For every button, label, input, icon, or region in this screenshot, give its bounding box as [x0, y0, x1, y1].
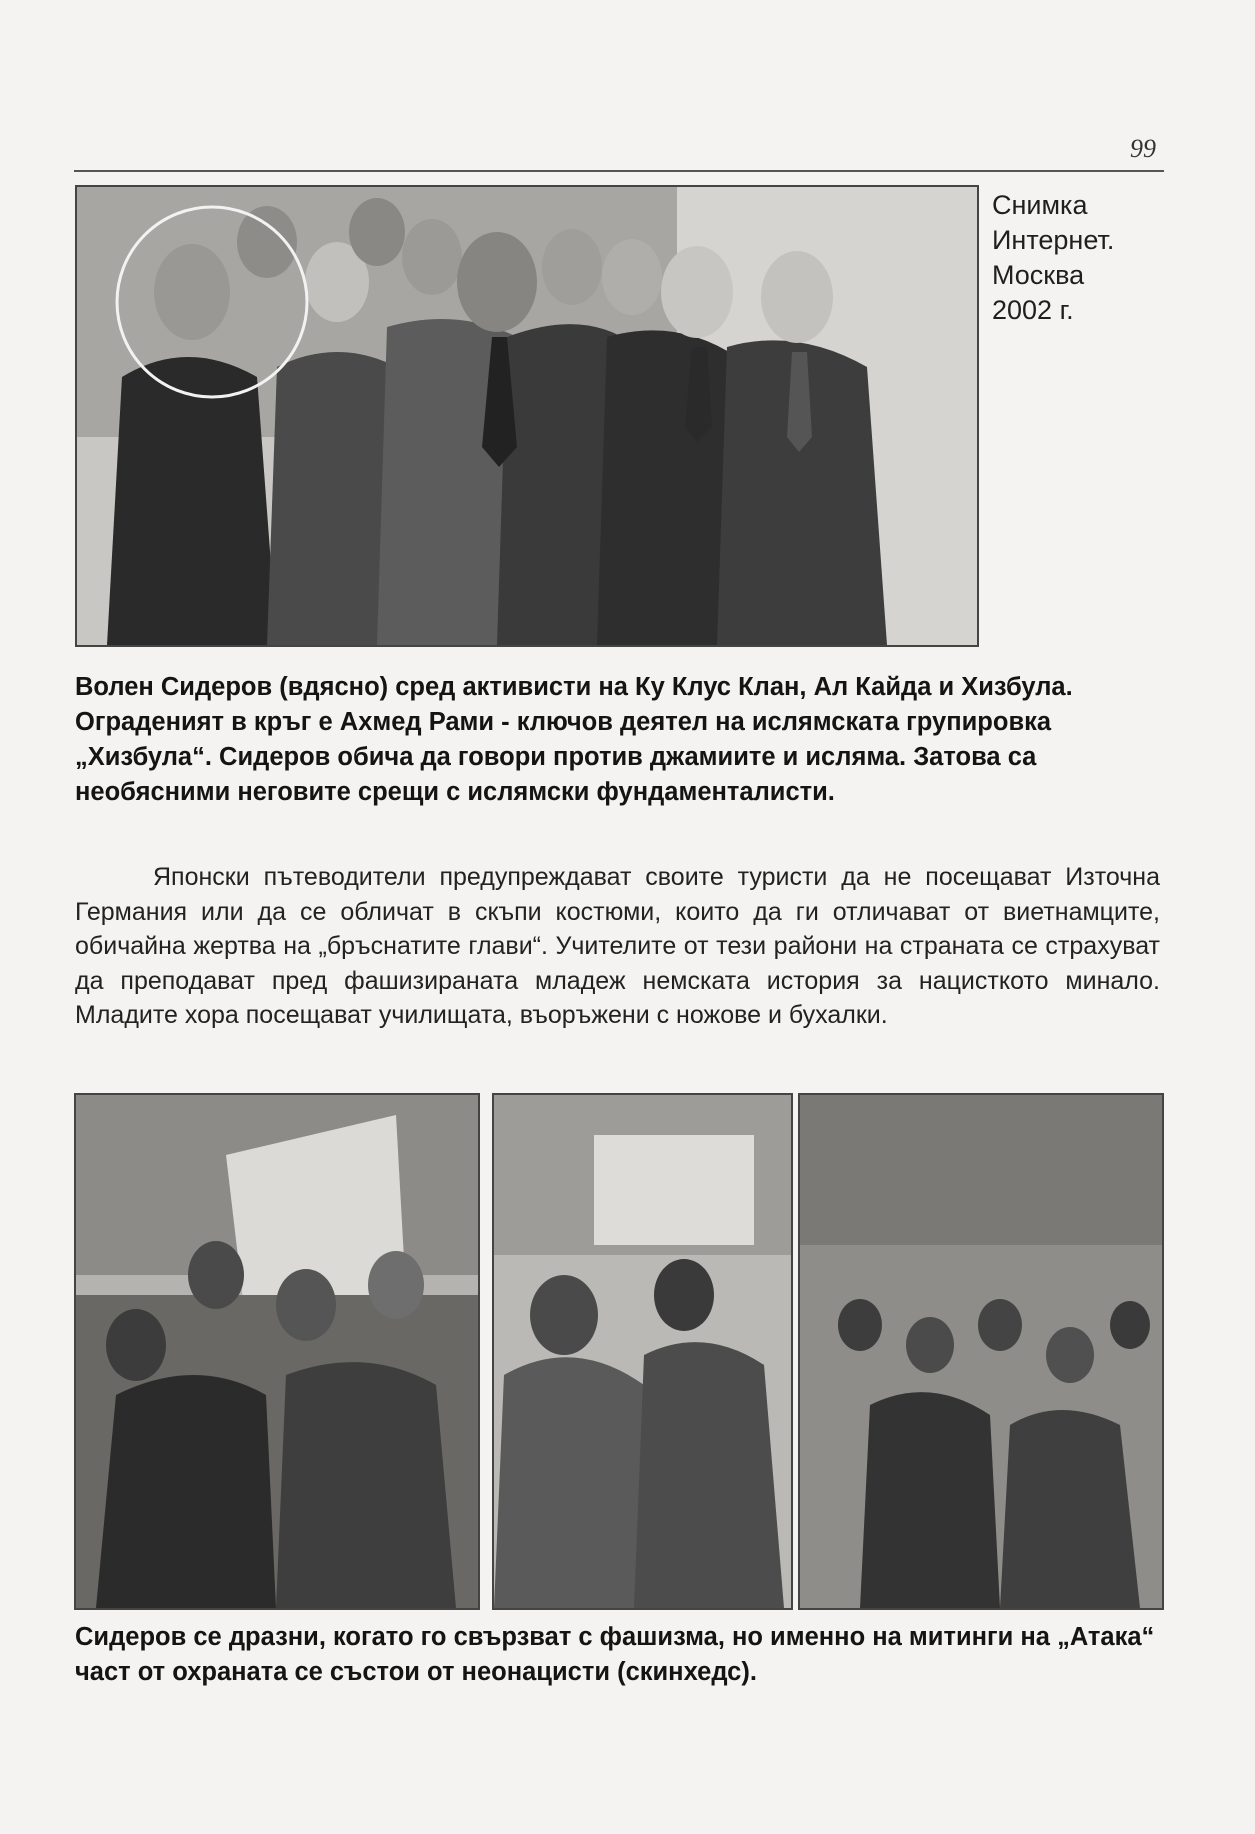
header-rule — [74, 170, 1164, 172]
page-number: 99 — [1130, 134, 1156, 163]
rally-photo-3 — [798, 1093, 1164, 1610]
body-paragraph: Японски пътеводители предупреждават своите туристи да не посещават Източна Германия или да се обличат в скъпи костюми, които да ги отличават от виетнамците, обичайна жертва на „бръснатите глави“. Учителите от тези райони на страната се страхуват да преподават пред фашизираната младеж немската история за нацисткото минало. Младите хора посещават училищата, въоръжени с ножове и бухалки. — [75, 863, 1160, 1029]
photo-source-line: 2002 г. — [992, 295, 1074, 325]
photo-source-caption — [992, 188, 1162, 328]
photo-source-line: Снимка — [992, 190, 1088, 220]
rally-photo-1 — [74, 1093, 480, 1610]
photo-source-line: Москва — [992, 260, 1085, 290]
rally-photo-2 — [492, 1093, 793, 1610]
photo-source-line: Интернет. — [992, 225, 1115, 255]
group-photo-caption: Волен Сидеров (вдясно) сред активисти на Ку Клус Клан, Ал Кайда и Хизбула. Оградeният в кръг е Ахмед Рами - ключов деятел на ислямската групировка „Хизбула“. Сидеров обича да говори против джамиите и исляма. Затова са необясними неговите срещи с ислямски фундаменталисти. — [75, 673, 1073, 806]
rally-photos-caption: Сидеров се дразни, когато го свързват с фашизма, но именно на митинги на „Атака“ част от охраната се състои от неонацисти (скинхедс). — [75, 1623, 1155, 1686]
group-photo — [75, 185, 979, 647]
